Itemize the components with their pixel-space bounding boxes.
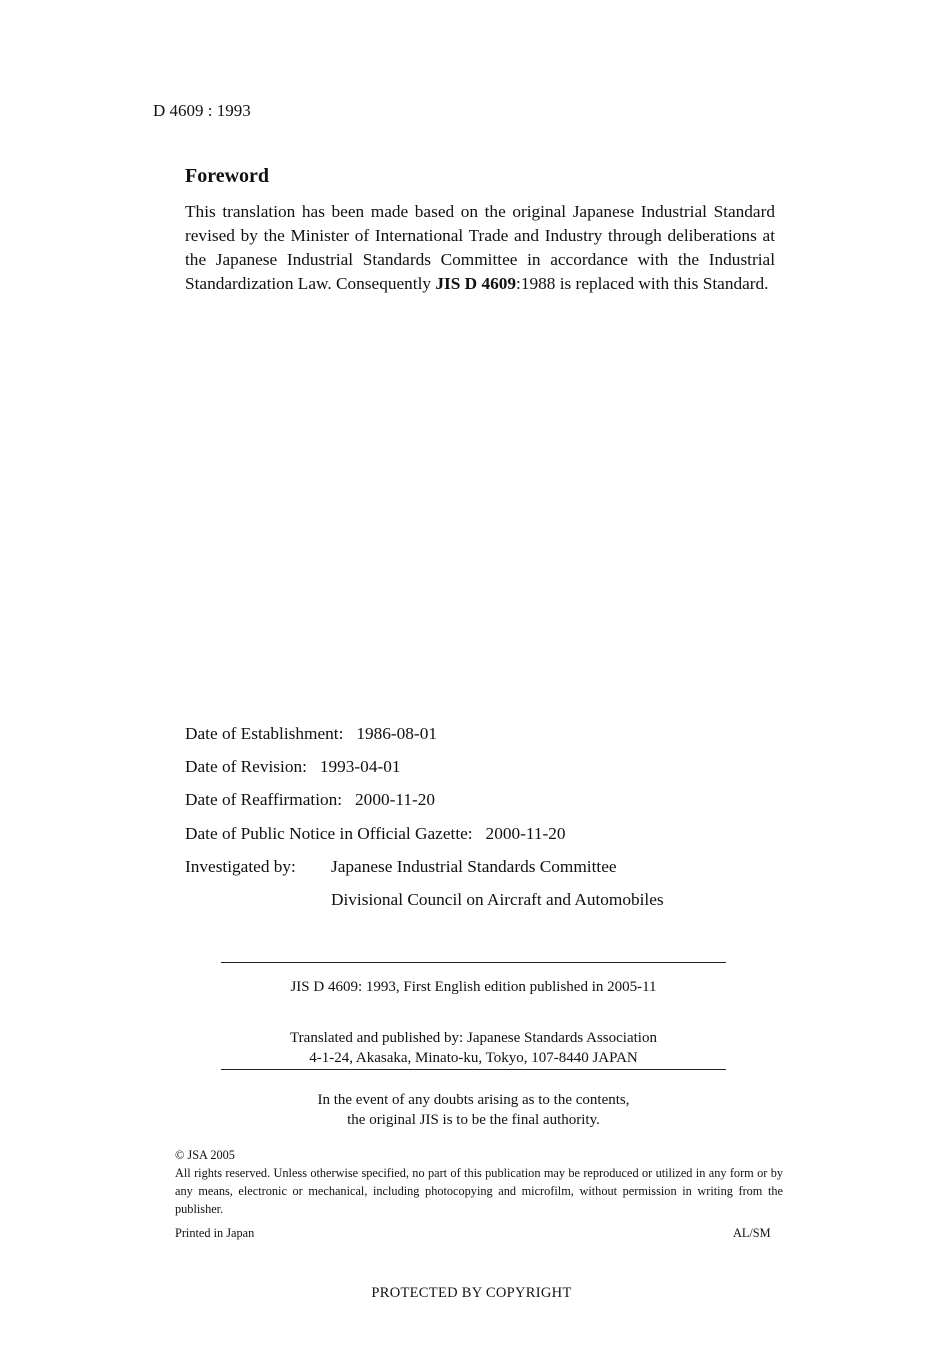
investigated-by-label: Investigated by: bbox=[185, 857, 296, 876]
date-of-revision: Date of Revision: 1993-04-01 bbox=[185, 757, 401, 776]
rights-statement: All rights reserved. Unless otherwise specified, no part of this publication may be reproduced or utilized in any form or by any means, electronic or mechanical, including photocopying and microfilm, without permission in writing from the publisher. bbox=[175, 1166, 783, 1216]
copyright-block bbox=[175, 1146, 783, 1218]
protected-notice: PROTECTED BY COPYRIGHT bbox=[371, 1285, 572, 1301]
foreword-text: This translation has been made based on the original Japanese Industrial Standard revised by the Minister of International Trade and Industry through deliberations at the Japanese Industrial Standards Committee in accordance with the Industrial Standardization Law. Consequently bbox=[185, 202, 775, 293]
printed-in: Printed in Japan bbox=[175, 1226, 255, 1240]
authority-notice-line1: In the event of any doubts arising as to the contents, bbox=[317, 1092, 630, 1108]
date-of-establishment: Date of Establishment: 1986-08-01 bbox=[185, 724, 437, 743]
document-id: D 4609 : 1993 bbox=[153, 101, 251, 120]
date-of-public-notice: Date of Public Notice in Official Gazette: 2000-11-20 bbox=[185, 824, 566, 843]
edition-info: JIS D 4609: 1993, First English edition published in 2005-11 bbox=[290, 979, 657, 995]
divider-top bbox=[221, 962, 726, 963]
divider-bottom bbox=[221, 1069, 726, 1070]
copyright-holder: © JSA 2005 bbox=[175, 1148, 235, 1162]
investigated-by-council: Divisional Council on Aircraft and Automobiles bbox=[331, 890, 664, 909]
foreword-paragraph bbox=[185, 200, 775, 296]
investigated-by-committee: Japanese Industrial Standards Committee bbox=[331, 857, 617, 876]
authority-notice-line2: the original JIS is to be the final authority. bbox=[347, 1112, 600, 1128]
foreword-title: Foreword bbox=[185, 165, 270, 187]
publisher-address: 4-1-24, Akasaka, Minato-ku, Tokyo, 107-8440 JAPAN bbox=[309, 1050, 638, 1066]
foreword-text-end: :1988 is replaced with this Standard. bbox=[516, 274, 769, 293]
print-code: AL/SM bbox=[733, 1226, 771, 1240]
date-of-reaffirmation: Date of Reaffirmation: 2000-11-20 bbox=[185, 790, 436, 809]
publisher-line: Translated and published by: Japanese Standards Association bbox=[290, 1030, 657, 1046]
foreword-standard-ref: JIS D 4609 bbox=[435, 274, 517, 293]
